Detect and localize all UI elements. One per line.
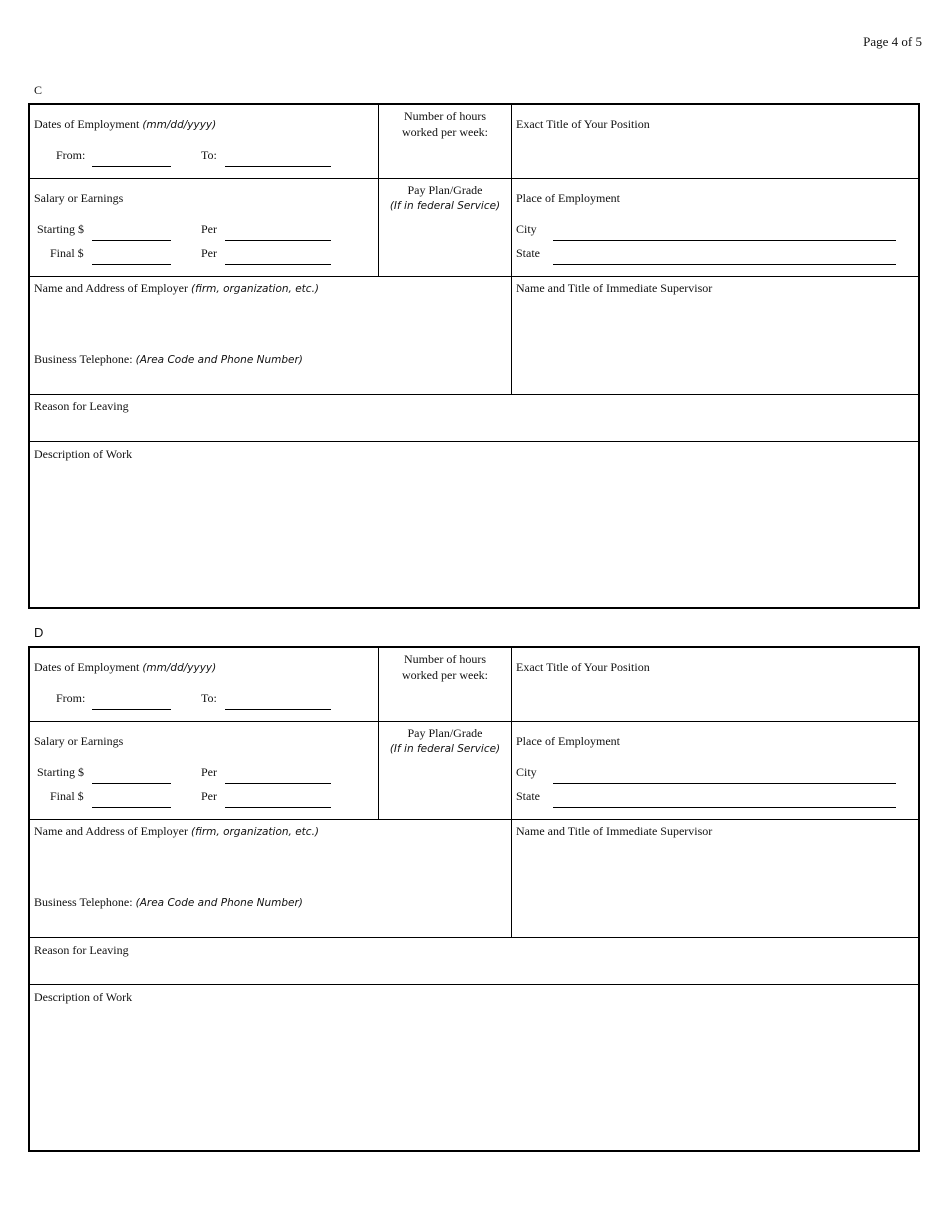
per-label: Per (201, 246, 217, 260)
divider (30, 937, 918, 938)
per-label: Per (201, 222, 217, 236)
employer-input[interactable] (32, 298, 508, 346)
per-label: Per (201, 765, 217, 779)
from-date-input[interactable] (92, 166, 171, 167)
state-label: State (516, 789, 540, 803)
business-phone-label: Business Telephone: (Area Code and Phone Number) (34, 352, 303, 366)
divider (30, 721, 918, 722)
divider (30, 394, 918, 395)
final-label: Final $ (50, 789, 84, 803)
final-per-input[interactable] (225, 264, 331, 265)
dates-label: Dates of Employment (mm/dd/yyyy) (34, 660, 217, 674)
reason-for-leaving-label: Reason for Leaving (34, 399, 129, 413)
hours-label: Number of hours worked per week: (402, 109, 488, 139)
employer-label: Name and Address of Employer (firm, organization, etc.) (34, 281, 319, 295)
divider (30, 441, 918, 442)
supervisor-label: Name and Title of Immediate Supervisor (516, 824, 713, 838)
city-label: City (516, 765, 537, 779)
dates-label: Dates of Employment (mm/dd/yyyy) (34, 117, 217, 131)
state-input[interactable] (553, 807, 896, 808)
starting-per-input[interactable] (225, 240, 331, 241)
final-per-input[interactable] (225, 807, 331, 808)
pay-plan-input[interactable] (380, 217, 510, 275)
supervisor-label: Name and Title of Immediate Supervisor (516, 281, 713, 295)
place-of-employment-label: Place of Employment (516, 734, 620, 748)
starting-label: Starting $ (37, 765, 84, 779)
pay-plan-label: Pay Plan/Grade (If in federal Service) (389, 726, 501, 755)
to-date-input[interactable] (225, 709, 331, 710)
section-letter-c: C (34, 83, 43, 97)
from-label: From: (56, 691, 86, 705)
exact-title-input[interactable] (512, 135, 918, 177)
description-of-work-input[interactable] (32, 465, 916, 605)
from-label: From: (56, 148, 86, 162)
city-input[interactable] (553, 240, 896, 241)
divider (30, 819, 918, 820)
description-of-work-input[interactable] (32, 1008, 916, 1148)
starting-salary-input[interactable] (92, 783, 171, 784)
final-salary-input[interactable] (92, 807, 171, 808)
city-label: City (516, 222, 537, 236)
description-of-work-label: Description of Work (34, 990, 133, 1004)
place-of-employment-label: Place of Employment (516, 191, 620, 205)
exact-title-input[interactable] (512, 678, 918, 720)
pay-plan-input[interactable] (380, 760, 510, 818)
divider (30, 178, 918, 179)
reason-for-leaving-input[interactable] (32, 958, 916, 982)
starting-per-input[interactable] (225, 783, 331, 784)
hours-input[interactable] (380, 141, 510, 177)
divider (30, 276, 918, 277)
state-label: State (516, 246, 540, 260)
state-input[interactable] (553, 264, 896, 265)
starting-salary-input[interactable] (92, 240, 171, 241)
starting-label: Starting $ (37, 222, 84, 236)
employer-label: Name and Address of Employer (firm, organization, etc.) (34, 824, 319, 838)
exact-title-label: Exact Title of Your Position (516, 660, 650, 674)
city-input[interactable] (553, 783, 896, 784)
final-salary-input[interactable] (92, 264, 171, 265)
hours-input[interactable] (380, 684, 510, 720)
divider (378, 648, 379, 819)
business-phone-label: Business Telephone: (Area Code and Phone Number) (34, 895, 303, 909)
reason-for-leaving-input[interactable] (32, 415, 916, 439)
from-date-input[interactable] (92, 709, 171, 710)
reason-for-leaving-label: Reason for Leaving (34, 943, 129, 957)
salary-label: Salary or Earnings (34, 734, 124, 748)
per-label: Per (201, 789, 217, 803)
to-date-input[interactable] (225, 166, 331, 167)
page-number: Page 4 of 5 (863, 34, 922, 49)
employment-block-d (28, 646, 920, 1152)
section-letter-d: D (34, 625, 44, 640)
supervisor-input[interactable] (512, 841, 918, 935)
description-of-work-label: Description of Work (34, 447, 133, 461)
final-label: Final $ (50, 246, 84, 260)
salary-label: Salary or Earnings (34, 191, 124, 205)
to-label: To: (201, 691, 217, 705)
pay-plan-label: Pay Plan/Grade (If in federal Service) (389, 183, 501, 212)
hours-label: Number of hours worked per week: (402, 652, 488, 682)
exact-title-label: Exact Title of Your Position (516, 117, 650, 131)
employer-input[interactable] (32, 841, 508, 889)
supervisor-input[interactable] (512, 298, 918, 392)
employment-block-c (28, 103, 920, 609)
to-label: To: (201, 148, 217, 162)
divider (30, 984, 918, 985)
divider (378, 105, 379, 276)
